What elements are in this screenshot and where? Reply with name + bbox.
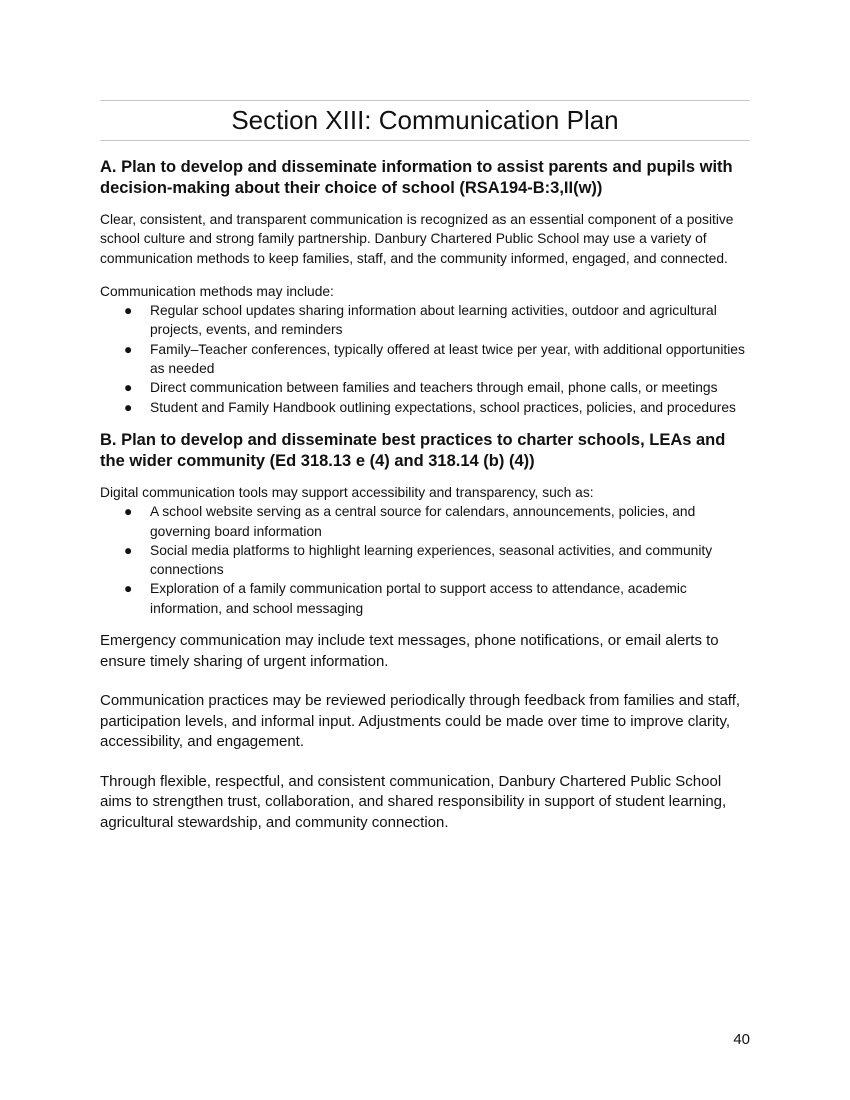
bullet-icon: ● bbox=[124, 303, 133, 319]
list-item bbox=[100, 378, 750, 397]
review-paragraph: Communication practices may be reviewed periodically through feedback from families and staff, participation levels, and informal input. Adjustments could be made over time to improve clarity, accessibility, and engagement. bbox=[100, 692, 741, 751]
list-item-text: Regular school updates sharing information about learning activities, outdoor and agricultural projects, events, and reminders bbox=[150, 303, 717, 338]
section-title: Section XIII: Communication Plan bbox=[231, 105, 619, 135]
list-item bbox=[100, 579, 750, 618]
section-a-intro: Clear, consistent, and transparent communication is recognized as an essential component of a positive school culture and strong family partnership. Danbury Chartered Public School may use a variety of communication methods to keep families, staff, and the community informed, engaged, and connected. bbox=[100, 212, 734, 266]
section-b-tools-list bbox=[100, 502, 750, 618]
list-item bbox=[100, 301, 750, 340]
list-item bbox=[100, 502, 750, 541]
closing-paragraph: Through flexible, respectful, and consistent communication, Danbury Chartered Public School aims to strengthen trust, collaboration, and shared responsibility in support of student learning, agricultural stewardship, and community connection. bbox=[100, 772, 727, 831]
document-body bbox=[100, 157, 750, 852]
list-item bbox=[100, 541, 750, 580]
title-rule-bottom bbox=[100, 140, 750, 141]
section-a-methods-list bbox=[100, 301, 750, 417]
title-rule-top bbox=[100, 100, 750, 101]
list-item bbox=[100, 340, 750, 379]
list-item-text: Exploration of a family communication portal to support access to attendance, academic information, and school messaging bbox=[150, 581, 687, 616]
list-item-text: Direct communication between families and teachers through email, phone calls, or meetings bbox=[150, 380, 718, 396]
list-item-text: A school website serving as a central source for calendars, announcements, policies, and governing board information bbox=[150, 504, 696, 539]
emergency-paragraph: Emergency communication may include text messages, phone notifications, or email alerts to ensure timely sharing of urgent information. bbox=[100, 632, 719, 670]
list-item bbox=[100, 398, 750, 417]
bullet-icon: ● bbox=[124, 341, 133, 357]
bullet-icon: ● bbox=[124, 581, 133, 597]
section-a-list-lead: Communication methods may include: bbox=[100, 283, 334, 299]
list-item-text: Family–Teacher conferences, typically offered at least twice per year, with additional opportunities as needed bbox=[150, 341, 745, 377]
section-b-heading: B. Plan to develop and disseminate best practices to charter schools, LEAs and the wider community (Ed 318.13 e (4) and 318.14 (b) (4)) bbox=[100, 430, 726, 470]
page-number: 40 bbox=[733, 1031, 750, 1048]
section-a-heading: A. Plan to develop and disseminate information to assist parents and pupils with decision-making about their choice of school (RSA194-B:3,II(w)) bbox=[100, 158, 733, 197]
bullet-icon: ● bbox=[124, 542, 133, 558]
list-item-text: Social media platforms to highlight learning experiences, seasonal activities, and community connections bbox=[150, 542, 713, 578]
bullet-icon: ● bbox=[124, 504, 133, 520]
section-b-list-lead: Digital communication tools may support accessibility and transparency, such as: bbox=[100, 484, 594, 500]
list-item-text: Student and Family Handbook outlining expectations, school practices, policies, and procedures bbox=[150, 399, 736, 415]
bullet-icon: ● bbox=[124, 380, 133, 396]
bullet-icon: ● bbox=[124, 399, 133, 415]
